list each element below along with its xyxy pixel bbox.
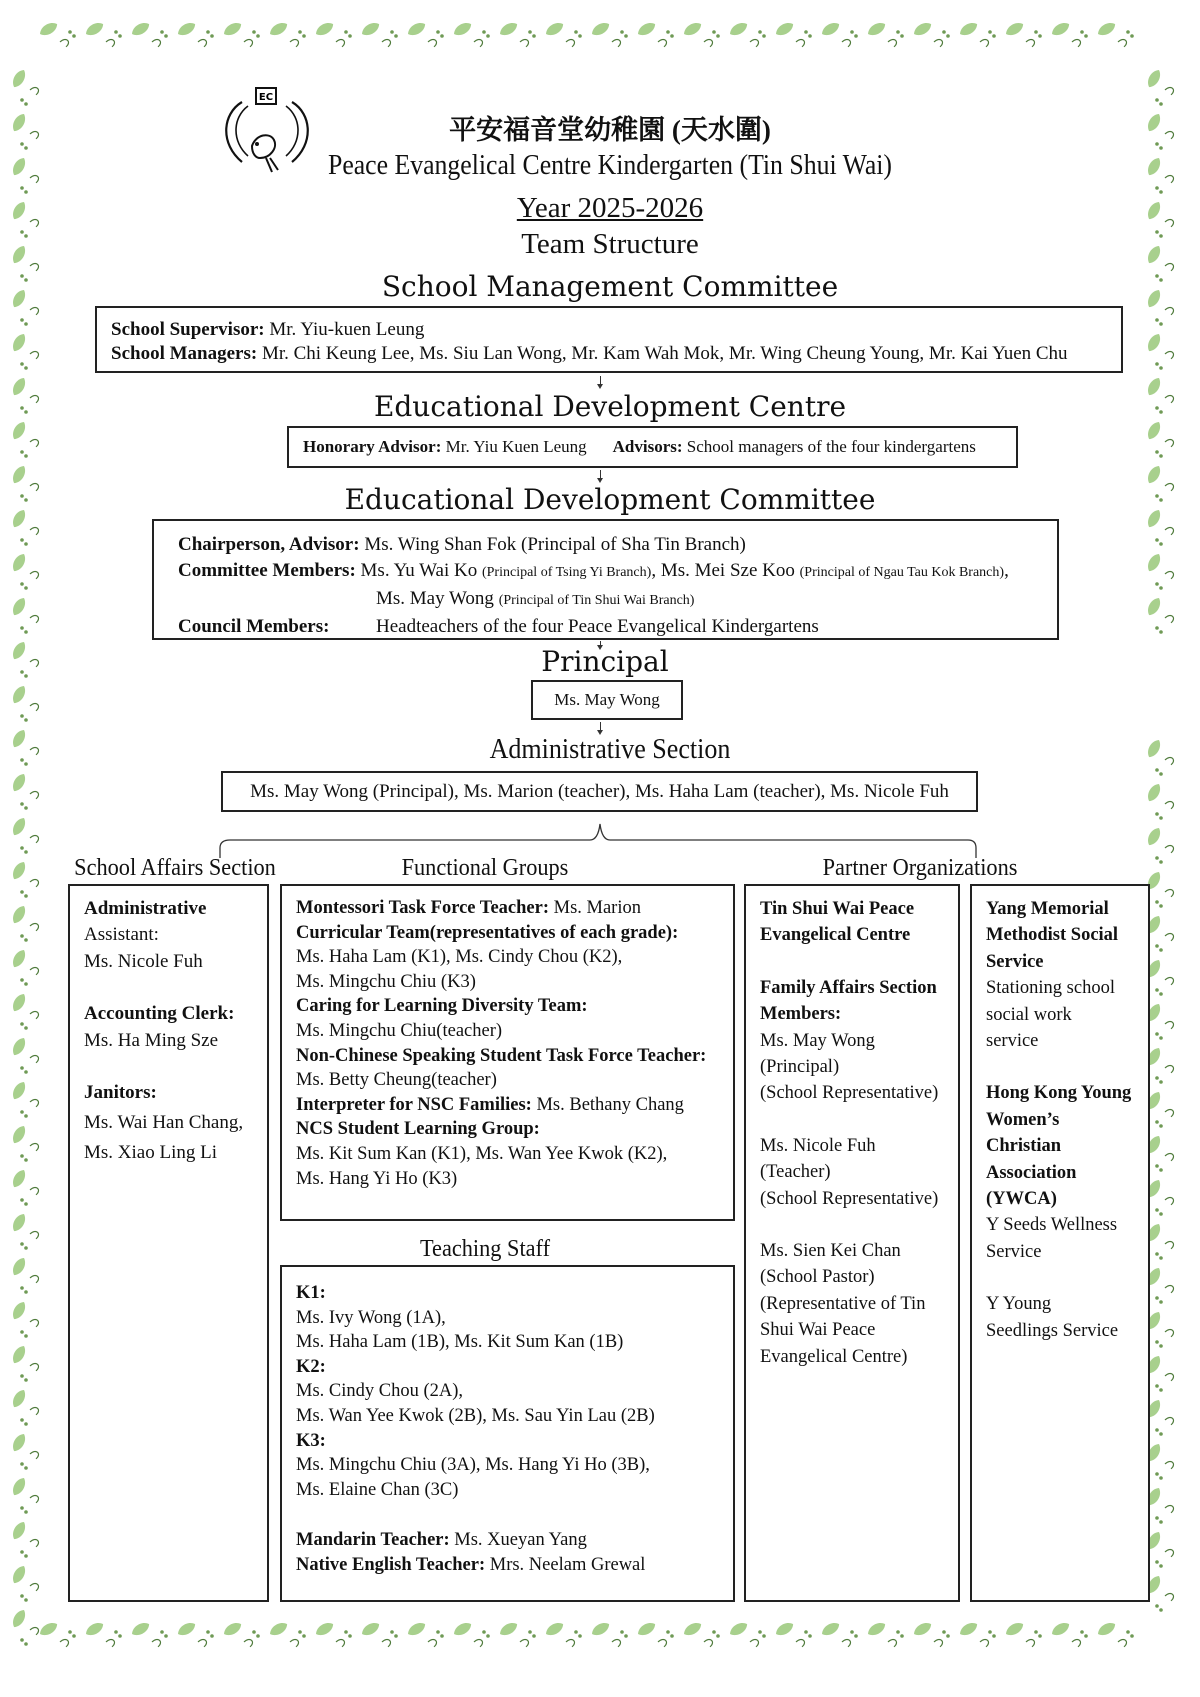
curricular-team-members: Ms. Mingchu Chiu (K3) [296,971,476,992]
interpreter-name: Ms. Bethany Chang [531,1094,684,1115]
svg-text:EC: EC [258,92,274,103]
family-affairs-member: (School Representative) [760,1083,939,1104]
school-affairs-box [68,884,269,1602]
committee-member-note: (Principal of Tin Shui Wai Branch) [498,593,695,608]
committee-member-note: (Principal of Ngau Tau Kok Branch) [799,565,1005,580]
chair-name: Ms. Wing Shan Fok (Principal of Sha Tin Branch) [359,534,746,555]
document-subtitle: Team Structure [521,228,699,260]
committee-members-label: Committee Members: [178,560,356,581]
montessori-label: Montessori Task Force Teacher: [296,898,549,918]
admin-assistant-label: Assistant: [84,924,159,946]
advisors-label: Advisors: [612,437,683,456]
k1-teachers: Ms. Haha Lam (1B), Ms. Kit Sum Kan (1B) [296,1332,624,1353]
family-affairs-member: (Representative of Tin [760,1293,926,1314]
partner-org-name: Tin Shui Wai Peace [760,899,915,919]
school-affairs-heading: School Affairs Section [74,855,276,881]
partner-orgs-heading: Partner Organizations [822,855,1018,881]
functional-groups-heading: Functional Groups [401,855,569,881]
partner-service: social work [986,1004,1072,1025]
diversity-team-label: Caring for Learning Diversity Team: [296,996,588,1017]
accounting-clerk-name: Ms. Ha Ming Sze [84,1029,219,1051]
council-label: Council Members: [178,616,330,637]
family-affairs-member: Ms. May Wong [760,1030,875,1051]
montessori-name: Ms. Marion [549,898,641,918]
k3-teachers: Ms. Mingchu Chiu (3A), Ms. Hang Yi Ho (3B), [296,1455,650,1476]
advisors-text: School managers of the four kindergartens [682,437,976,456]
diversity-team-member: Ms. Mingchu Chiu(teacher) [296,1020,503,1041]
k3-label: K3: [296,1430,326,1451]
school-name-english: Peace Evangelical Centre Kindergarten (Tin Shui Wai) [327,150,893,181]
janitor-name: Ms. Wai Han Chang, [84,1112,244,1134]
managers-names: Mr. Chi Keung Lee, Ms. Siu Lan Wong, Mr. Kam Wah Mok, Mr. Wing Cheung Young, Mr. Kai Yuen Chu [257,343,1068,364]
k2-label: K2: [296,1356,326,1377]
partner-org-name: Association [986,1162,1077,1183]
partner-service: Service [986,1241,1042,1262]
admin-members: Ms. May Wong (Principal), Ms. Marion (teacher), Ms. Haha Lam (teacher), Ms. Nicole Fuh [250,781,949,802]
partner-tsw-box [744,884,960,1602]
family-affairs-label: Members: [760,1004,842,1025]
edcom-heading: Educational Development Committee [344,483,876,516]
committee-member: , Ms. Mei Sze Koo [651,560,800,581]
mandarin-teacher-label: Mandarin Teacher: [296,1530,450,1551]
committee-member: Ms. May Wong [376,588,499,609]
supervisor-name: Mr. Yiu-kuen Leung [264,319,425,340]
partner-org-name: Women’s [986,1109,1060,1130]
janitor-name: Ms. Xiao Ling Li [84,1141,217,1163]
k3-teachers: Ms. Elaine Chan (3C) [296,1479,459,1500]
k2-teachers: Ms. Wan Yee Kwok (2B), Ms. Sau Yin Lau (2B) [296,1405,655,1426]
family-affairs-member: (School Representative) [760,1188,939,1209]
partner-service: Y Young [986,1294,1052,1315]
k2-teachers: Ms. Cindy Chou (2A), [296,1381,464,1402]
partner-org-name: Methodist Social [986,925,1119,946]
principal-heading: Principal [541,645,669,678]
ncs-task-force-label: Non-Chinese Speaking Student Task Force Teacher: [296,1045,707,1066]
committee-member-separator: , [1004,560,1009,581]
ncs-task-force-member: Ms. Betty Cheung(teacher) [296,1070,497,1091]
teaching-staff-box [280,1265,735,1602]
council-text: Headteachers of the four Peace Evangelical Kindergartens [376,616,819,637]
partner-org-name: Christian [986,1136,1062,1157]
janitors-label: Janitors: [84,1082,157,1104]
ncs-learning-group-members: Ms. Hang Yi Ho (K3) [296,1168,458,1189]
family-affairs-label: Family Affairs Section [760,977,937,998]
interpreter-label: Interpreter for NSC Families: [296,1094,532,1115]
family-affairs-member: (School Pastor) [760,1267,875,1288]
admin-assistant-label: Administrative [84,898,207,919]
admin-heading: Administrative Section [489,734,731,765]
partner-org-name: (YWCA) [986,1189,1057,1210]
partner-org-name: Yang Memorial [986,899,1109,919]
partner-org-name: Hong Kong Young [986,1083,1132,1104]
family-affairs-member: (Teacher) [760,1162,831,1183]
partner-service: Stationing school [986,978,1115,999]
family-affairs-member: Ms. Sien Kei Chan [760,1241,901,1262]
english-teacher-label: Native English Teacher: [296,1554,486,1575]
accounting-clerk-label: Accounting Clerk: [84,1003,235,1025]
partner-org-name: Evangelical Centre [760,925,911,946]
ncs-learning-group-label: NCS Student Learning Group: [296,1119,540,1140]
ncs-learning-group-members: Ms. Kit Sum Kan (K1), Ms. Wan Yee Kwok (K2), [296,1143,668,1164]
k1-label: K1: [296,1283,326,1303]
committee-member: Ms. Yu Wai Ko [355,560,482,581]
school-year: Year 2025-2026 [516,192,704,224]
principal-name: Ms. May Wong [554,690,660,709]
committee-member-note: (Principal of Tsing Yi Branch) [481,565,652,580]
honorary-advisor-label: Honorary Advisor: [303,437,442,456]
chair-label: Chairperson, Advisor: [178,534,360,555]
teaching-staff-heading: Teaching Staff [419,1236,551,1262]
family-affairs-member: Evangelical Centre) [760,1346,908,1367]
family-affairs-member: (Principal) [760,1057,840,1078]
partner-service: Seedlings Service [986,1320,1119,1341]
curricular-team-members: Ms. Haha Lam (K1), Ms. Cindy Chou (K2), [296,947,623,968]
english-teacher-name: Mrs. Neelam Grewal [485,1554,646,1575]
partner-org-name: Service [986,951,1044,972]
mandarin-teacher-name: Ms. Xueyan Yang [449,1530,587,1551]
edc-heading: Educational Development Centre [373,390,847,423]
family-affairs-member: Ms. Nicole Fuh [760,1135,876,1156]
k1-teachers: Ms. Ivy Wong (1A), [296,1307,446,1328]
honorary-advisor-name: Mr. Yiu Kuen Leung [441,437,587,456]
functional-groups-box [280,884,735,1221]
partner-social-services-box [970,884,1150,1602]
admin-assistant-name: Ms. Nicole Fuh [84,950,203,972]
curricular-team-label: Curricular Team(representatives of each grade): [296,922,679,943]
family-affairs-member: Shui Wai Peace [760,1320,876,1341]
supervisor-label: School Supervisor: [111,319,265,340]
school-name-chinese: 平安福音堂幼稚園 (天水圍) [449,115,771,145]
managers-label: School Managers: [111,343,258,364]
smc-heading: School Management Committee [381,270,839,303]
partner-service: Y Seeds Wellness [986,1215,1118,1236]
partner-service: service [986,1031,1039,1052]
